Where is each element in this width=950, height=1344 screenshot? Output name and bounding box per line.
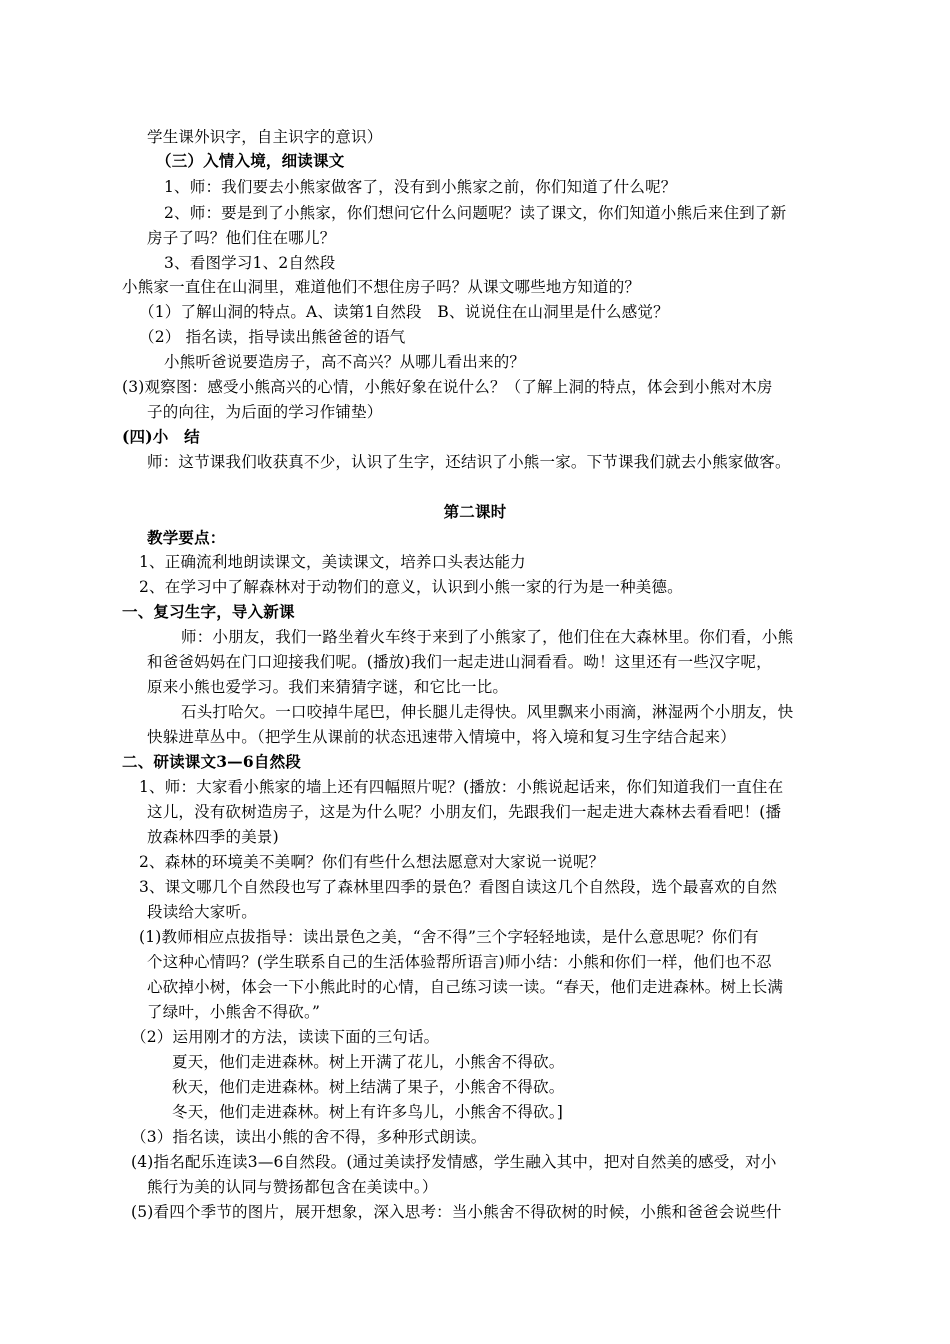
- section-heading: 教学要点：: [147, 528, 226, 547]
- text-line: 小熊家一直住在山洞里，难道他们不想住房子吗？从课文哪些地方知道的？: [122, 278, 641, 296]
- text-line: 熊行为美的认同与赞扬都包含在美读中。）: [147, 1178, 438, 1196]
- text-line: 2、师：要是到了小熊家，你们想问它什么问题呢？读了课文，你们知道小熊后来住到了新: [164, 204, 787, 222]
- text-line: 师：这节课我们收获真不少，认识了生字，还结识了小熊一家。下节课我们就去小熊家做客。: [147, 453, 791, 471]
- text-line: 房子了吗？他们住在哪儿？: [147, 229, 336, 247]
- text-line: (4)指名配乐连读3—6自然段。(通过美读抒发情感，学生融入其中，把对自然美的感受，对小: [131, 1153, 777, 1171]
- text-line: 子的向往，为后面的学习作铺垫）: [147, 403, 383, 421]
- section-heading: (四)小 结: [122, 427, 200, 446]
- section-heading: 二、研读课文3—6自然段: [122, 752, 301, 771]
- text-line: 快躲进草丛中。（把学生从课前的状态迅速带入情境中，将入境和复习生字结合起来）: [147, 728, 736, 746]
- text-line: (5)看四个季节的图片，展开想象，深入思考：当小熊舍不得砍树的时候，小熊和爸爸会说些什: [131, 1203, 782, 1221]
- text-line: （1）了解山洞的特点。A、读第1自然段 B、说说住在山洞里是什么感觉？: [139, 303, 669, 321]
- text-line: 个这种心情吗？(学生联系自己的生活体验帮所语言)师小结：小熊和你们一样，他们也不忍: [147, 953, 772, 971]
- text-line: （3）指名读，读出小熊的舍不得，多种形式朗读。: [131, 1128, 487, 1146]
- text-line: 这儿，没有砍树造房子，这是为什么呢？小朋友们，先跟我们一起走进大森林去看看吧！(播: [147, 803, 782, 821]
- text-line: 和爸爸妈妈在门口迎接我们呢。(播放)我们一起走进山洞看看。呦！这里还有一些汉字呢，: [147, 653, 772, 671]
- text-line: 秋天，他们走进森林。树上结满了果子，小熊舍不得砍。: [172, 1078, 565, 1096]
- text-line: （2） 指名读，指导读出熊爸爸的语气: [139, 328, 406, 346]
- text-line: （2）运用刚才的方法，读读下面的三句话。: [131, 1028, 440, 1046]
- section-heading: （三）入情入境，细读课文: [156, 151, 345, 170]
- text-line: 3、看图学习1、2自然段: [164, 254, 336, 272]
- text-line: 了绿叶，小熊舍不得砍。”: [147, 1003, 321, 1021]
- text-line: 心砍掉小树，体会一下小熊此时的心情，自己练习读一读。“春天，他们走进森林。树上长满: [147, 978, 784, 996]
- text-line: (1)教师相应点拔指导：读出景色之美，“舍不得”三个字轻轻地读，是什么意思呢？你们有: [139, 928, 759, 946]
- text-line: 放森林四季的美景): [147, 828, 279, 846]
- text-line: 师：小朋友，我们一路坐着火车终于来到了小熊家了，他们住在大森林里。你们看，小熊: [181, 628, 794, 646]
- text-line: 石头打哈欠。一口咬掉牛尾巴，伸长腿儿走得快。风里飘来小雨滴，淋湿两个小朋友，快: [181, 703, 794, 721]
- text-line: 2、森林的环境美不美啊？你们有些什么想法愿意对大家说一说呢？: [139, 853, 605, 871]
- section-heading: 一、复习生字，导入新课: [122, 602, 295, 621]
- text-line: 小熊听爸说要造房子，高不高兴？从哪儿看出来的？: [164, 353, 526, 371]
- lesson-title: 第二课时: [443, 502, 507, 521]
- text-line: 2、在学习中了解森林对于动物们的意义，认识到小熊一家的行为是一种美德。: [139, 578, 683, 596]
- text-line: 学生课外识字，自主识字的意识）: [147, 128, 383, 146]
- text-line: 3、课文哪几个自然段也写了森林里四季的景色？看图自读这几个自然段，选个最喜欢的自然: [139, 878, 778, 896]
- text-line: 1、师：我们要去小熊家做客了，没有到小熊家之前，你们知道了什么呢？: [164, 178, 677, 196]
- text-line: (3)观察图：感受小熊高兴的心情，小熊好象在说什么？（了解上洞的特点，体会到小熊对木房: [122, 378, 773, 396]
- text-line: 段读给大家听。: [147, 903, 257, 921]
- text-line: 1、正确流利地朗读课文，美读课文，培养口头表达能力: [139, 553, 526, 571]
- text-line: 冬天，他们走进森林。树上有许多鸟儿，小熊舍不得砍。]: [172, 1103, 563, 1121]
- text-line: 1、师：大家看小熊家的墙上还有四幅照片呢？(播放：小熊说起话来，你们知道我们一直住在: [139, 778, 784, 796]
- text-line: 夏天，他们走进森林。树上开满了花儿，小熊舍不得砍。: [172, 1053, 565, 1071]
- text-line: 原来小熊也爱学习。我们来猜猜字谜，和它比一比。: [147, 678, 509, 696]
